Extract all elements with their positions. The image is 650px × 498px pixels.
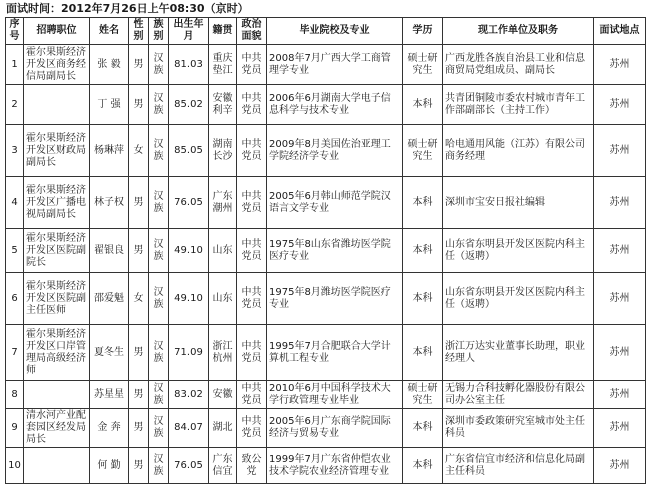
row-number: 1 xyxy=(6,45,24,85)
school-cell: 1999年7月广东省仲恺农业技术学院农业经济管理专业 xyxy=(267,448,403,484)
header-cell: 籍贯 xyxy=(209,18,237,45)
name-cell: 邵爱魁 xyxy=(90,273,129,325)
sex-cell: 男 xyxy=(129,381,149,409)
native-cell: 浙江杭州 xyxy=(209,325,237,381)
work-cell: 深圳市宝安日报社编辑 xyxy=(443,177,594,229)
native-cell: 山东 xyxy=(209,273,237,325)
birth-cell: 76.05 xyxy=(169,448,209,484)
ethnic-cell: 汉族 xyxy=(149,85,169,125)
position-cell: 霍尔果斯经济开发区口岸管理局高级经济师 xyxy=(24,325,90,381)
sex-cell: 男 xyxy=(129,325,149,381)
party-cell: 中共党员 xyxy=(237,325,267,381)
place-cell: 苏州 xyxy=(594,45,646,85)
position-cell: 霍尔果斯经济开发区商务经信局副局长 xyxy=(24,45,90,85)
place-cell: 苏州 xyxy=(594,409,646,448)
birth-cell: 85.02 xyxy=(169,85,209,125)
name-cell: 翟银良 xyxy=(90,229,129,273)
education-cell: 本科 xyxy=(403,177,443,229)
school-cell: 1975年8月潍坊医学院医疗专业 xyxy=(267,273,403,325)
sex-cell: 男 xyxy=(129,85,149,125)
birth-cell: 76.05 xyxy=(169,177,209,229)
sex-cell: 男 xyxy=(129,448,149,484)
native-cell: 重庆垫江 xyxy=(209,45,237,85)
position-cell: 霍尔果斯经济开发区广播电视局副局长 xyxy=(24,177,90,229)
native-cell: 山东 xyxy=(209,229,237,273)
name-cell: 夏冬生 xyxy=(90,325,129,381)
name-cell: 何 勤 xyxy=(90,448,129,484)
party-cell: 中共党员 xyxy=(237,381,267,409)
ethnic-cell: 汉族 xyxy=(149,273,169,325)
position-cell xyxy=(24,381,90,409)
table-row xyxy=(6,273,646,325)
ethnic-cell: 汉族 xyxy=(149,45,169,85)
place-cell: 苏州 xyxy=(594,177,646,229)
education-cell: 本科 xyxy=(403,325,443,381)
header-cell: 面试地点 xyxy=(594,18,646,45)
row-number: 9 xyxy=(6,409,24,448)
native-cell: 安徽利辛 xyxy=(209,85,237,125)
row-number: 3 xyxy=(6,125,24,177)
ethnic-cell: 汉族 xyxy=(149,448,169,484)
place-cell: 苏州 xyxy=(594,229,646,273)
education-cell: 硕士研究生 xyxy=(403,125,443,177)
school-cell: 2010年6月中国科学技术大学行政管理专业毕业 xyxy=(267,381,403,409)
interview-time-title: 面试时间：2012年7月26日上午08:30（京时） xyxy=(6,2,249,15)
school-cell: 1975年8山东省潍坊医学院医疗专业 xyxy=(267,229,403,273)
name-cell: 丁 强 xyxy=(90,85,129,125)
birth-cell: 49.10 xyxy=(169,273,209,325)
native-cell: 湖南长沙 xyxy=(209,125,237,177)
work-cell: 山东省东明县开发区医院内科主任（返聘） xyxy=(443,273,594,325)
school-cell: 2008年7月广西大学工商管理学专业 xyxy=(267,45,403,85)
table-header-row xyxy=(6,18,646,45)
header-cell: 现工作单位及职务 xyxy=(443,18,594,45)
birth-cell: 84.07 xyxy=(169,409,209,448)
party-cell: 中共党员 xyxy=(237,125,267,177)
school-cell: 2009年8月美国佐治亚理工学院经济学专业 xyxy=(267,125,403,177)
position-cell: 清水河产业配套园区经发局局长 xyxy=(24,409,90,448)
education-cell: 硕士研究生 xyxy=(403,45,443,85)
row-number: 4 xyxy=(6,177,24,229)
candidate-table xyxy=(5,17,646,484)
place-cell: 苏州 xyxy=(594,448,646,484)
ethnic-cell: 汉族 xyxy=(149,229,169,273)
header-cell: 出生年月 xyxy=(169,18,209,45)
place-cell: 苏州 xyxy=(594,125,646,177)
native-cell: 广东潮州 xyxy=(209,177,237,229)
table-row xyxy=(6,125,646,177)
table-row xyxy=(6,177,646,229)
header-cell: 序号 xyxy=(6,18,24,45)
sex-cell: 男 xyxy=(129,229,149,273)
birth-cell: 83.02 xyxy=(169,381,209,409)
position-cell: 霍尔果斯经济开发区财政局副局长 xyxy=(24,125,90,177)
work-cell: 浙江万达实业董事长助理，职业经理人 xyxy=(443,325,594,381)
native-cell: 广东信宜 xyxy=(209,448,237,484)
place-cell: 苏州 xyxy=(594,325,646,381)
sex-cell: 男 xyxy=(129,45,149,85)
party-cell: 中共党员 xyxy=(237,229,267,273)
position-cell xyxy=(24,448,90,484)
party-cell: 中共党员 xyxy=(237,85,267,125)
work-cell: 广东省信宜市经济和信息化局副主任科员 xyxy=(443,448,594,484)
table-row xyxy=(6,45,646,85)
name-cell: 杨琳萍 xyxy=(90,125,129,177)
school-cell: 2005年6月韩山师范学院汉语言文学专业 xyxy=(267,177,403,229)
party-cell: 中共党员 xyxy=(237,177,267,229)
education-cell: 本科 xyxy=(403,85,443,125)
ethnic-cell: 汉族 xyxy=(149,409,169,448)
work-cell: 哈电通用风能（江苏）有限公司商务经理 xyxy=(443,125,594,177)
education-cell: 本科 xyxy=(403,273,443,325)
education-cell: 硕士研究生 xyxy=(403,381,443,409)
name-cell: 苏星星 xyxy=(90,381,129,409)
work-cell: 深圳市委政策研究室城市处主任科员 xyxy=(443,409,594,448)
work-cell: 共青团铜陵市委农村城市青年工作部副部长（主持工作） xyxy=(443,85,594,125)
header-cell: 学历 xyxy=(403,18,443,45)
position-cell: 霍尔果斯经济开发区医院副院长 xyxy=(24,229,90,273)
row-number: 10 xyxy=(6,448,24,484)
birth-cell: 81.03 xyxy=(169,45,209,85)
header-cell: 政治面貌 xyxy=(237,18,267,45)
name-cell: 张 毅 xyxy=(90,45,129,85)
work-cell: 山东省东明县开发区医院内科主任（返聘） xyxy=(443,229,594,273)
sex-cell: 男 xyxy=(129,409,149,448)
header-cell: 族别 xyxy=(149,18,169,45)
education-cell: 本科 xyxy=(403,448,443,484)
name-cell: 林子权 xyxy=(90,177,129,229)
position-cell xyxy=(24,85,90,125)
table-row xyxy=(6,448,646,484)
table-row xyxy=(6,381,646,409)
table-row xyxy=(6,229,646,273)
birth-cell: 85.05 xyxy=(169,125,209,177)
party-cell: 中共党员 xyxy=(237,45,267,85)
ethnic-cell: 汉族 xyxy=(149,125,169,177)
party-cell: 致公党 xyxy=(237,448,267,484)
education-cell: 本科 xyxy=(403,229,443,273)
native-cell: 湖北 xyxy=(209,409,237,448)
header-cell: 毕业院校及专业 xyxy=(267,18,403,45)
ethnic-cell: 汉族 xyxy=(149,381,169,409)
sex-cell: 男 xyxy=(129,177,149,229)
school-cell: 1995年7月合肥联合大学计算机工程专业 xyxy=(267,325,403,381)
header-cell: 性别 xyxy=(129,18,149,45)
row-number: 6 xyxy=(6,273,24,325)
party-cell: 中共党员 xyxy=(237,409,267,448)
sex-cell: 女 xyxy=(129,273,149,325)
header-cell: 姓名 xyxy=(90,18,129,45)
table-row xyxy=(6,325,646,381)
ethnic-cell: 汉族 xyxy=(149,177,169,229)
party-cell: 中共党员 xyxy=(237,273,267,325)
row-number: 8 xyxy=(6,381,24,409)
place-cell: 苏州 xyxy=(594,85,646,125)
education-cell: 本科 xyxy=(403,409,443,448)
birth-cell: 71.09 xyxy=(169,325,209,381)
ethnic-cell: 汉族 xyxy=(149,325,169,381)
birth-cell: 49.10 xyxy=(169,229,209,273)
row-number: 7 xyxy=(6,325,24,381)
sex-cell: 女 xyxy=(129,125,149,177)
place-cell: 苏州 xyxy=(594,381,646,409)
table-row xyxy=(6,85,646,125)
table-row xyxy=(6,409,646,448)
native-cell: 安徽 xyxy=(209,381,237,409)
work-cell: 广西龙胜各族自治县工业和信息商贸局党组成员、副局长 xyxy=(443,45,594,85)
position-cell: 霍尔果斯经济开发区医院副主任医师 xyxy=(24,273,90,325)
header-cell: 招聘职位 xyxy=(24,18,90,45)
school-cell: 2006年6月湖南大学电子信息科学与技术专业 xyxy=(267,85,403,125)
work-cell: 无锡力合科技孵化器股份有限公司办公室主任 xyxy=(443,381,594,409)
row-number: 2 xyxy=(6,85,24,125)
school-cell: 2005年6月广东商学院国际经济与贸易专业 xyxy=(267,409,403,448)
name-cell: 金 奔 xyxy=(90,409,129,448)
row-number: 5 xyxy=(6,229,24,273)
place-cell: 苏州 xyxy=(594,273,646,325)
